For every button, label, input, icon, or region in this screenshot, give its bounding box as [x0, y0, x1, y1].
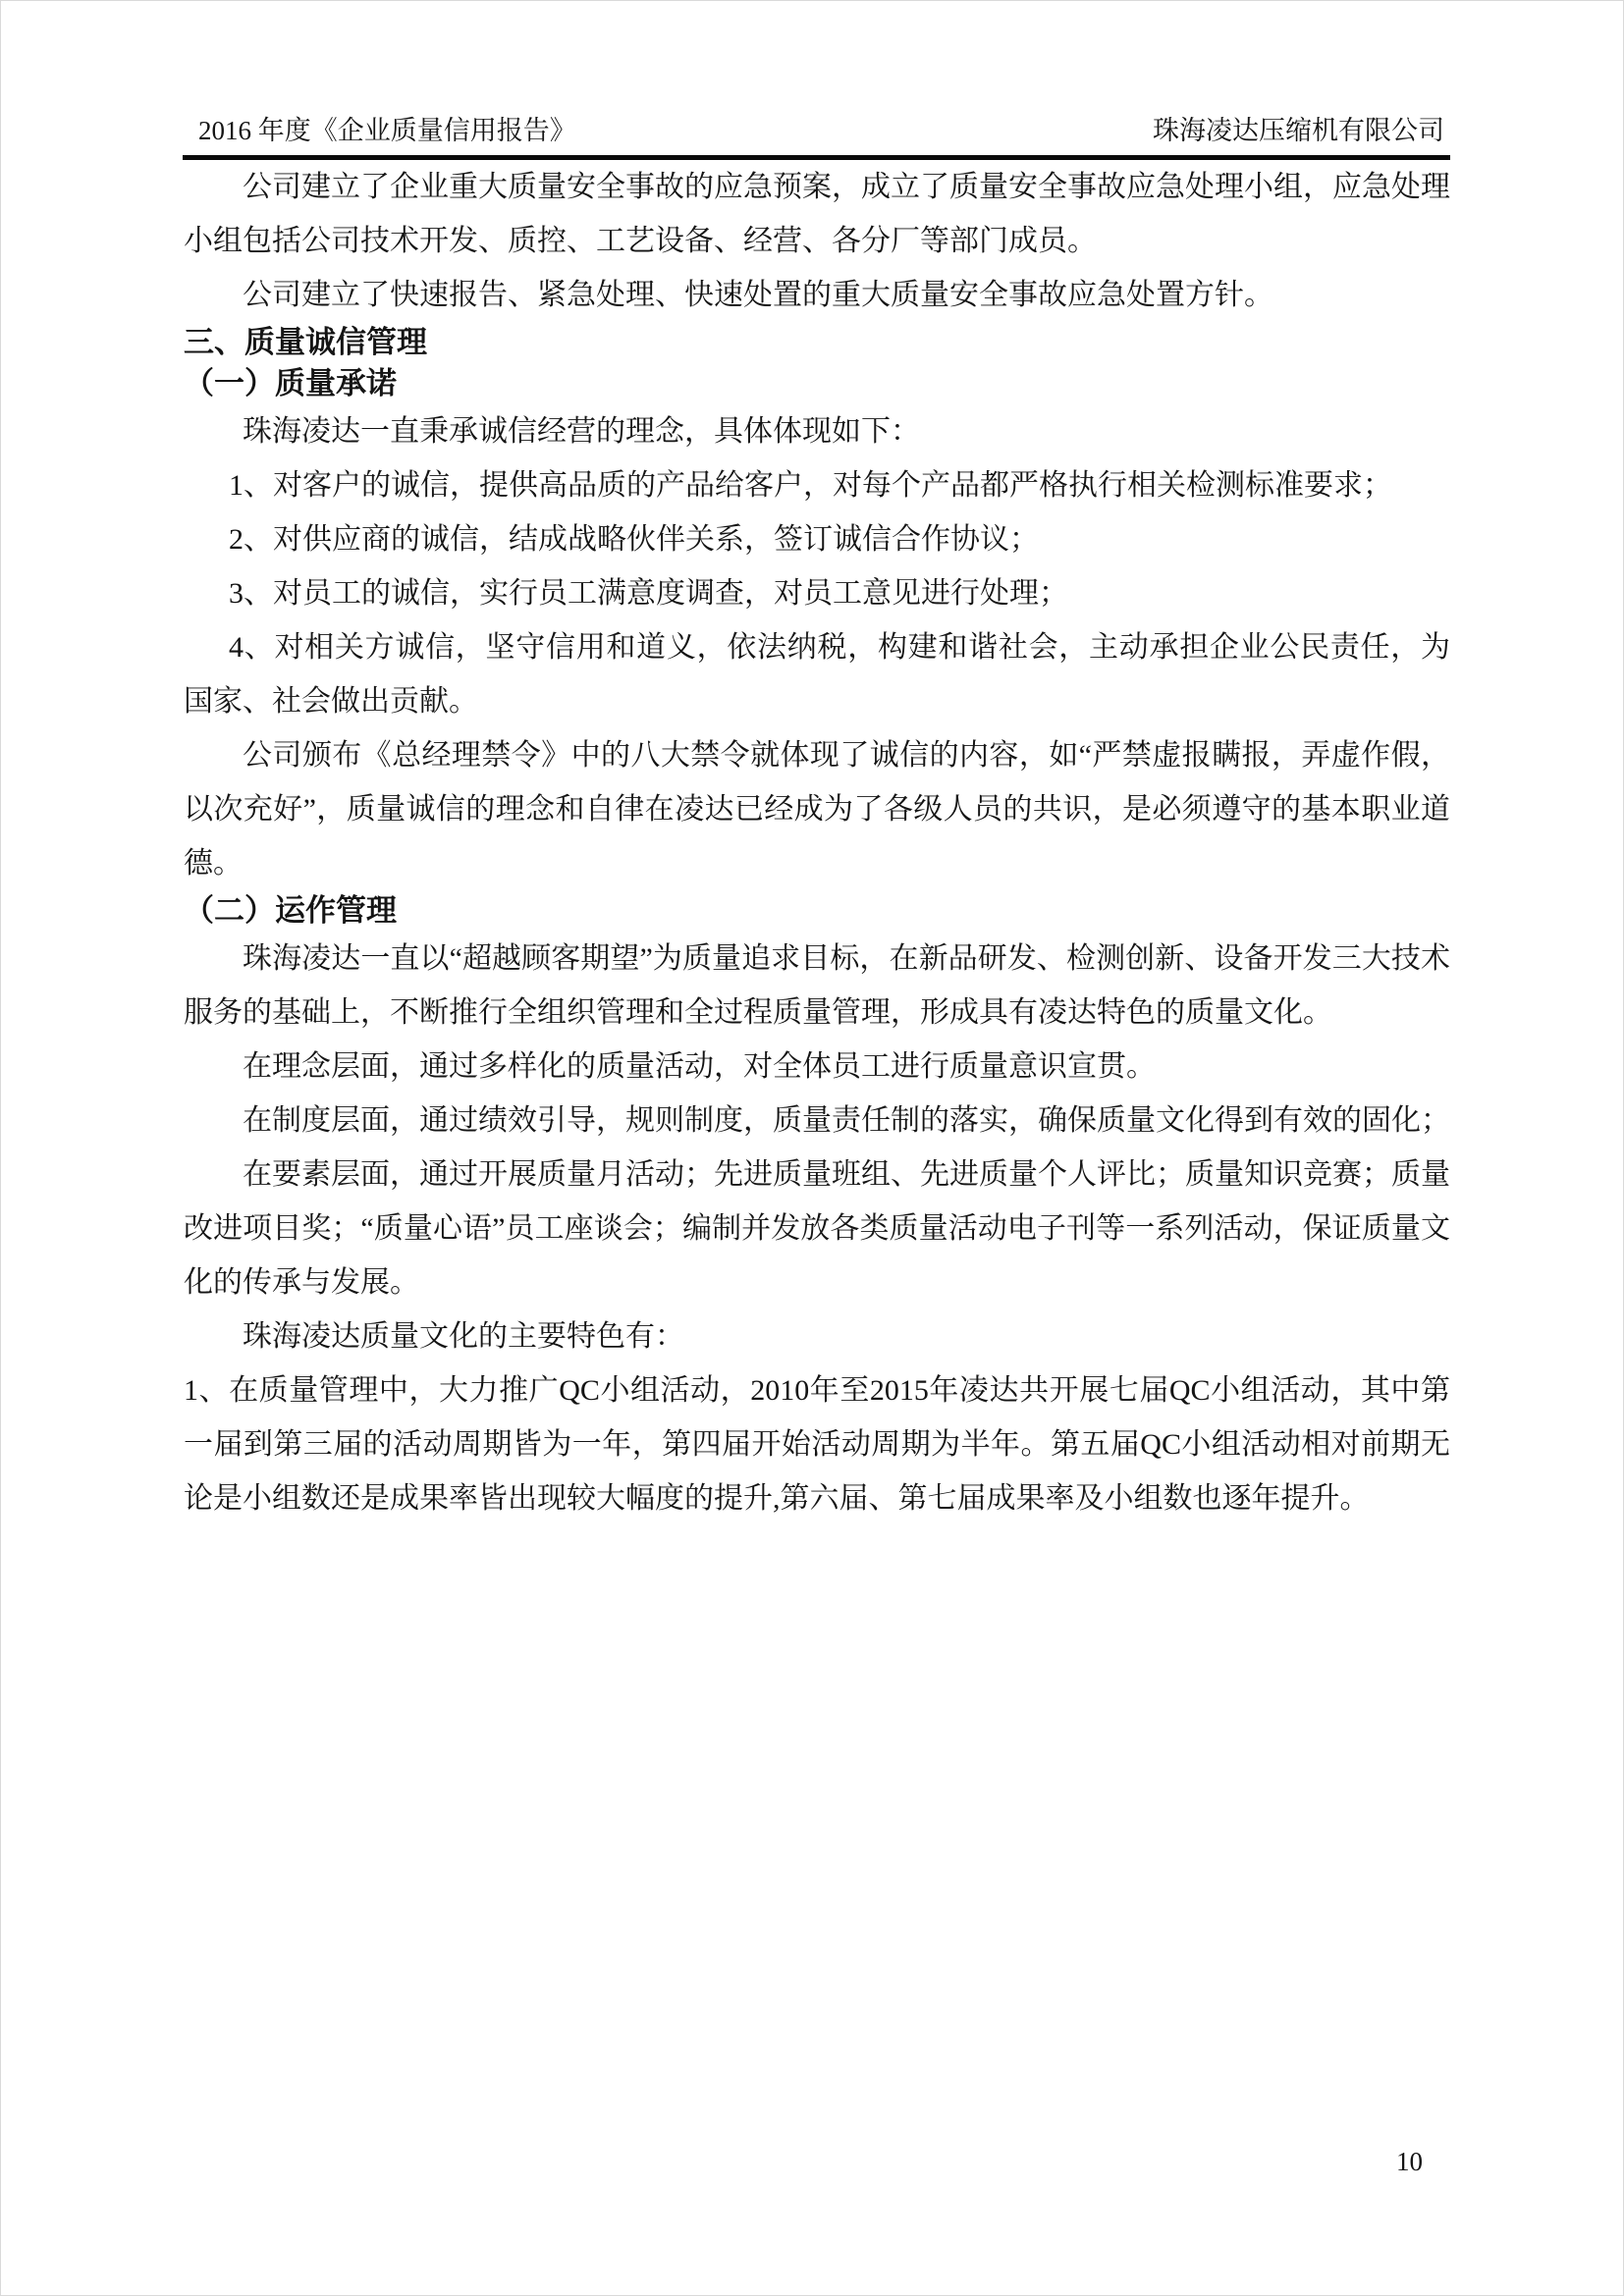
header-report-title: 2016 年度《企业质量信用报告》 [198, 116, 576, 145]
list-item-stakeholder-integrity: 4、对相关方诚信，坚守信用和道义，依法纳税，构建和谐社会，主动承担企业公民责任，为国家、社会做出贡献。 [184, 631, 1450, 718]
paragraph-features-intro: 珠海凌达质量文化的主要特色有： [243, 1320, 684, 1353]
paragraph-emergency-plan: 公司建立了企业重大质量安全事故的应急预案，成立了质量安全事故应急处理小组，应急处理小组包括公司技术开发、质控、工艺设备、经营、各分厂等部门成员。 [184, 171, 1450, 257]
header-company-name: 珠海凌达压缩机有限公司 [1153, 116, 1444, 145]
section-heading-integrity-management: 三、质量诚信管理 [184, 325, 427, 359]
list-item-employee-integrity: 3、对员工的诚信，实行员工满意度调查，对员工意见进行处理； [229, 577, 1068, 610]
header-rule [183, 115, 1450, 160]
subsection-heading-operation-management: （二）运作管理 [184, 893, 397, 928]
page-number: 10 [1396, 2147, 1423, 2176]
list-item-customer-integrity: 1、对客户的诚信，提供高品质的产品给客户，对每个产品都严格执行相关检测标准要求； [229, 469, 1392, 502]
paragraph-qc-activity: 1、在质量管理中，大力推广QC小组活动，2010年至2015年凌达共开展七届QC小组活动，其中第一届到第三届的活动周期皆为一年，第四届开始活动周期为半年。第五届QC小组活动相对前期无论是小组数还是成果率皆出现较大幅度的提升,第六届、第七届成果率及小组数也逐年提升。 [184, 1374, 1450, 1515]
page-header [183, 1, 1450, 160]
subsection-heading-quality-commitment: （一）质量承诺 [184, 366, 397, 400]
paragraph-integrity-intro: 珠海凌达一直秉承诚信经营的理念，具体体现如下： [243, 415, 920, 448]
paragraph-concept-level: 在理念层面，通过多样化的质量活动，对全体员工进行质量意识宣贯。 [243, 1050, 1156, 1083]
paragraph-emergency-policy: 公司建立了快速报告、紧急处理、快速处置的重大质量安全事故应急处置方针。 [243, 279, 1273, 311]
paragraph-system-level: 在制度层面，通过绩效引导，规则制度，质量责任制的落实，确保质量文化得到有效的固化； [243, 1104, 1450, 1137]
list-item-supplier-integrity: 2、对供应商的诚信，结成战略伙伴关系，签订诚信合作协议； [229, 523, 1039, 556]
paragraph-element-level: 在要素层面，通过开展质量月活动；先进质量班组、先进质量个人评比；质量知识竞赛；质量改进项目奖；“质量心语”员工座谈会；编制并发放各类质量活动电子刊等一系列活动，保证质量文化的传承与发展。 [184, 1158, 1450, 1299]
document-body [184, 160, 1450, 1525]
paragraph-quality-goal: 珠海凌达一直以“超越顾客期望”为质量追求目标，在新品研发、检测创新、设备开发三大技术服务的基础上，不断推行全组织管理和全过程质量管理，形成具有凌达特色的质量文化。 [184, 942, 1450, 1029]
paragraph-gm-ban: 公司颁布《总经理禁令》中的八大禁令就体现了诚信的内容，如“严禁虚报瞒报，弄虚作假，以次充好”，质量诚信的理念和自律在凌达已经成为了各级人员的共识，是必须遵守的基本职业道德。 [184, 739, 1450, 880]
